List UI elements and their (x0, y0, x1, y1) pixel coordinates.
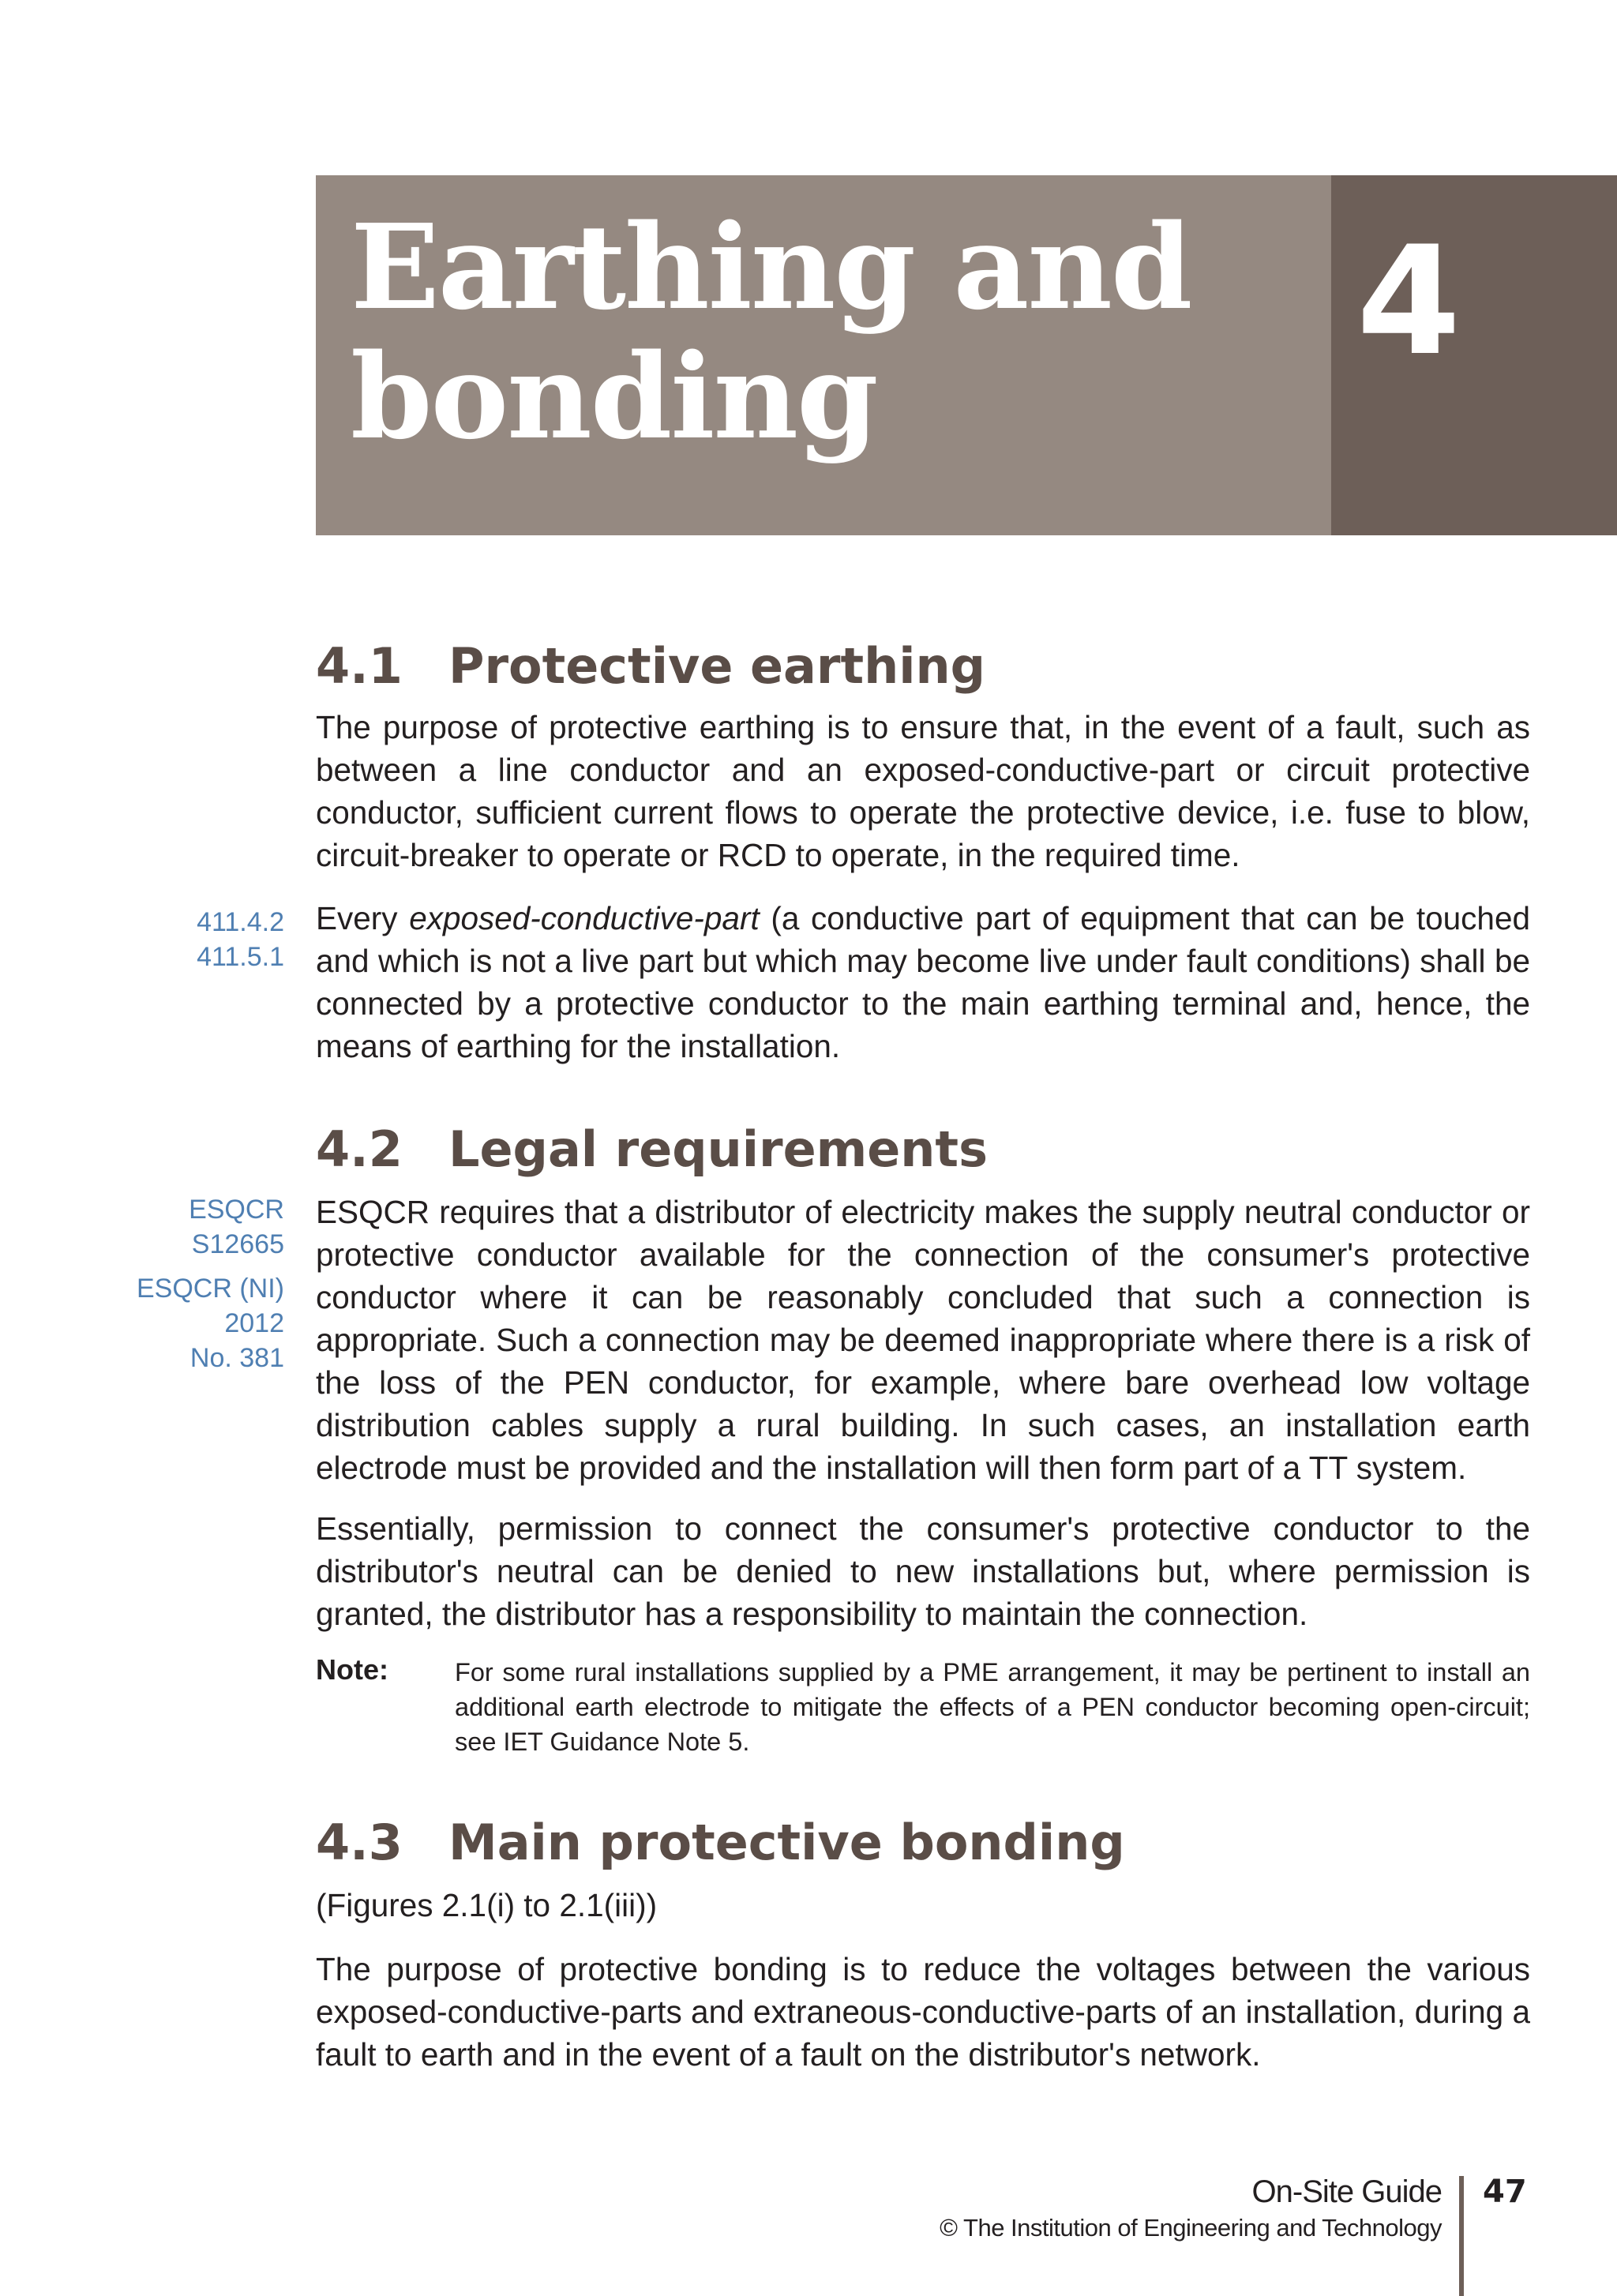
chapter-banner (316, 175, 1617, 535)
text-run: Every (316, 900, 410, 936)
chapter-title-line-1: Earthing and (351, 198, 1191, 336)
section-title: Legal requirements (448, 1120, 988, 1178)
section-number: 4.1 (316, 637, 403, 695)
section-title: Protective earthing (448, 637, 986, 695)
margin-ref-item: No. 381 (189, 1343, 284, 1373)
margin-ref-item: ESQCR (NI) (137, 1274, 284, 1304)
section-heading-4-2 (316, 1120, 988, 1180)
section-heading-4-3 (316, 1813, 1125, 1873)
section-heading-4-1 (316, 636, 985, 696)
chapter-number: 4 (1356, 214, 1461, 388)
section-number: 4.2 (316, 1120, 403, 1178)
paragraph-permission-to-connect: Essentially, permission to connect the consumer's protective conductor to the distributor's neutral can be denied to new installations but, where permission is granted, the distributor has a responsibility to maintain the connection. (316, 1510, 1530, 1632)
margin-ref-item: ESQCR (189, 1195, 284, 1225)
margin-ref-item: 411.5.1 (197, 942, 284, 972)
paragraph-exposed-conductive-part (316, 897, 1530, 1067)
section-title: Main protective bonding (448, 1814, 1125, 1871)
note-label: Note: (316, 1653, 388, 1686)
footer-divider (1459, 2176, 1464, 2296)
figures-reference: (Figures 2.1(i) to 2.1(iii)) (316, 1887, 658, 1923)
section-number: 4.3 (316, 1814, 403, 1871)
footer-copyright: © The Institution of Engineering and Technology (940, 2214, 1442, 2242)
page-number: 47 (1483, 2174, 1527, 2210)
margin-ref-item: S12665 (191, 1229, 284, 1259)
margin-ref-item: 2012 (224, 1308, 284, 1338)
footer-guide-title: On-Site Guide (1251, 2174, 1442, 2209)
paragraph-protective-earthing-purpose: The purpose of protective earthing is to ensure that, in the event of a fault, such as between a line conductor and an exposed-conductive-part or circuit protective conductor, sufficient current flows to operate the protective device, i.e. fuse to blow, circuit-breaker to operate or RCD to operate, in the required time. (316, 709, 1530, 873)
paragraph-protective-bonding-purpose: The purpose of protective bonding is to reduce the voltages between the various exposed-conductive-parts and extraneous-conductive-parts of an installation, during a fault to earth and in the event of a fault on the distributor's network. (316, 1951, 1530, 2073)
paragraph-esqcr-requirements: ESQCR requires that a distributor of electricity makes the supply neutral conductor or protective conductor available for the connection of the consumer's protective conductor where it can be reasonably concluded that such a connection is appropriate. Such a connection may be deemed inappropriate where there is a risk of the loss of the PEN conductor, for example, where bare overhead low voltage distribution cables supply a rural building. In such cases, an installation earth electrode must be provided and the installation will then form part of a TT system. (316, 1194, 1530, 1486)
italic-term: exposed-conductive-part (409, 900, 760, 936)
chapter-title-line-2: bonding (351, 328, 877, 465)
chapter-title (351, 198, 1191, 465)
margin-reference-regulations (111, 905, 284, 974)
text-run: (a conductive part of equipment that can be touched and which is not a live part but which may become live under fault conditions) shall be connected by a protective conductor to the main earthing terminal and, hence, the means of earthing for the installation. (316, 900, 1530, 1064)
margin-ref-item: 411.4.2 (197, 907, 284, 937)
margin-reference-legislation (111, 1192, 284, 1375)
note-text: For some rural installations supplied by a PME arrangement, it may be pertinent to install an additional earth electrode to mitigate the effects of a PEN conductor becoming open-circuit; see IET Guidance Note 5. (455, 1658, 1530, 1756)
